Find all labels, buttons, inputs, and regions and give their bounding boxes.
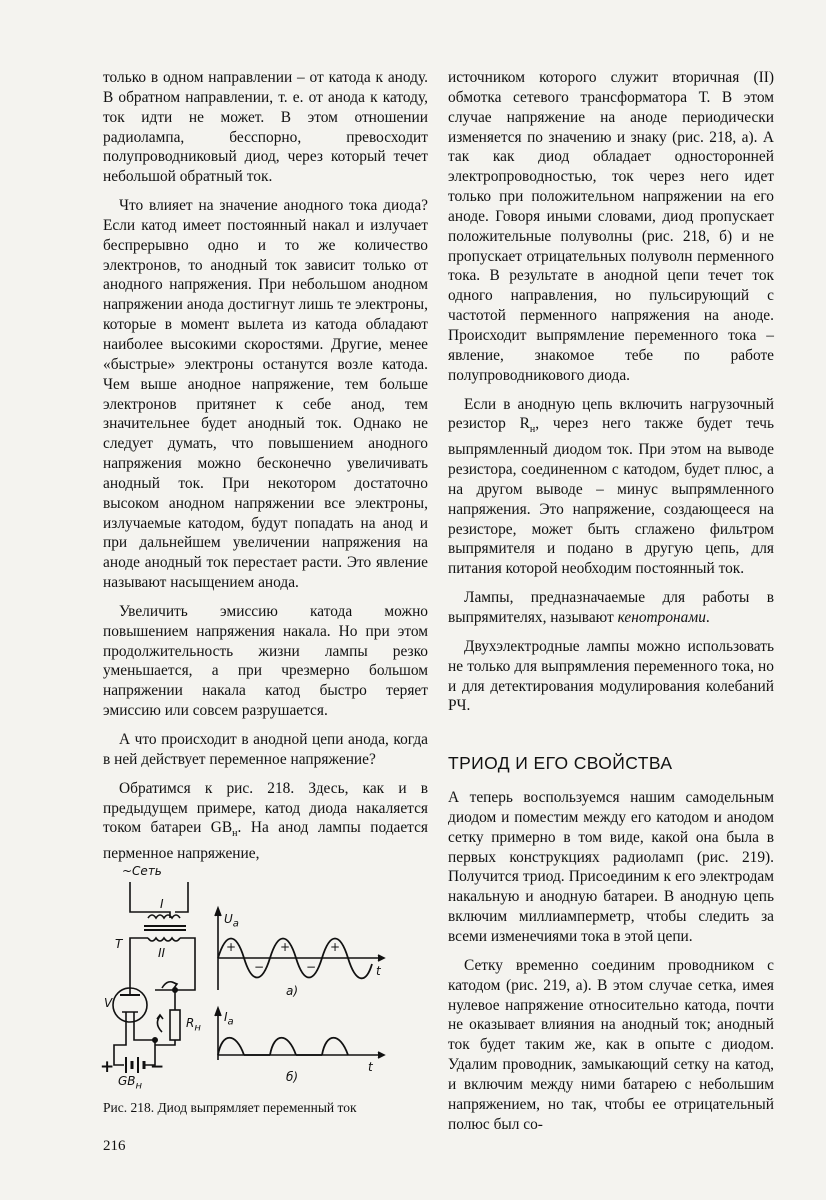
paragraph: Двухэлектродные лампы можно использовать не только для выпрямления переменного тока, но и для детектирования модулирования колебаний РЧ.	[448, 637, 774, 715]
paragraph: А теперь воспользуемся нашим самодельным диодом и поместим между его катодом и анодом сетку примерно в том виде, какой она была в первых конструкциях радиоламп (рис. 219). Получится триод. Присоединим к его электродам накальную и анодную батареи. В анодную цепь включим миллиамперметр, чтобы следить за всеми изменечиями тока в этой цепи.	[448, 789, 774, 945]
subscript: н	[135, 1080, 143, 1092]
secondary-winding	[148, 938, 180, 941]
text: Лампы, предназначаемые для работы в выпрямителях, называют	[448, 589, 774, 627]
anode-current-pulses	[218, 1038, 348, 1055]
paragraph	[448, 395, 774, 580]
subscript: н	[232, 828, 238, 840]
left-column	[103, 68, 428, 873]
axis-arrow	[215, 1008, 221, 1016]
t-label-b: t	[368, 1060, 373, 1074]
figure-caption: Рис. 218. Диод выпрямляет переменный ток	[103, 1100, 357, 1115]
axis-arrow	[378, 955, 384, 961]
load-wire	[155, 990, 175, 1010]
resistor-letter: R	[186, 1016, 195, 1030]
mains-wire-left	[130, 882, 170, 918]
subscript: a	[232, 918, 239, 930]
ua-letter: U	[224, 912, 233, 926]
term-kenotrons: кенотронами	[617, 609, 706, 627]
secondary-wire-right	[175, 938, 195, 990]
current-arrow-head	[172, 982, 177, 988]
junction	[173, 988, 177, 992]
subscript: н	[529, 424, 536, 436]
battery-plus: +	[100, 1057, 115, 1077]
winding-II-label: II	[158, 946, 166, 960]
mains-wire-right	[175, 882, 188, 912]
battery-label	[118, 1074, 142, 1091]
graph-b-label: б)	[286, 1070, 299, 1084]
text: Обратимся к рис. 218. Здесь, как и в предыдущем примере, катод диода накаляется током батареи GB	[103, 779, 428, 837]
resistor-label	[186, 1016, 201, 1033]
t-label-a: t	[376, 964, 381, 978]
paragraph	[103, 779, 428, 864]
page-number: 216	[103, 1138, 126, 1154]
text: Если в анодную цепь включить нагрузочный резистор R	[448, 395, 774, 433]
filament-wire	[114, 1024, 126, 1065]
axis-arrow	[215, 908, 221, 916]
paragraph	[448, 588, 774, 628]
section-heading: ТРИОД И ЕГО СВОЙСТВА	[448, 753, 673, 774]
primary-winding	[148, 915, 180, 918]
battery-letters: GB	[118, 1074, 136, 1088]
plus-sign: +	[226, 940, 237, 954]
subscript: a	[227, 1016, 234, 1028]
ia-letter: I	[224, 1010, 228, 1024]
minus-sign: −	[306, 960, 317, 974]
paragraph: Увеличить эмиссию катода можно повышением напряжения накала. Но при этом продолжительность жизни лампы резко уменьшается, а при чрезмерно большом напряжении накала катод быстро теряет эмиссию или совсем разрушается.	[103, 602, 428, 720]
paragraph: источником которого служит вторичная (II) обмотка сетевого трансформатора Т. В этом случае напряжение на аноде периодически изменяется по значению и знаку (рис. 218, а). А так как диод обладает односторонней электропроводностью, ток через него идет только при положительном напряжении на его аноде. Говоря иными словами, диод пропускает положительные полуволны (рис. 218, б) и не пропускает отрицательных полуволн перменного тока. В результате в анодной цепи течет ток одного направления, но пульсирующий с частотой перменного напряжения на аноде. Происходит выпрямление переменного тока – явление, знакомое тебе по работе полупроводникового диода.	[448, 69, 774, 384]
text: . На анод лампы подается перменное напряжение,	[103, 819, 429, 863]
paragraph: только в одном направлении – от катода к аноду. В обратном направлении, т. е. от анода к катоду, ток идти не может. В этом отношении радиолампа, бесспорно, превосходит полупроводниковый диод, через который течет небольшой обратный ток.	[103, 69, 428, 186]
minus-sign: −	[254, 960, 265, 974]
paragraph: Что влияет на значение анодного тока диода? Если катод имеет постоянный накал и излучает беспрерывно одно и то же количество электронов, то анодный ток зависит только от анодного напряжения. При небольшом анодном напряжении анода достигнут лишь те электроны, которые в момент вылета из катода обладают наиболее высокими скоростями. Другие, менее «быстрые» электроны останутся возле катода. Чем выше анодное напряжение, тем больше электронов притянет к себе анод, тем значительнее будет анодный ток. Однако не следует думать, что повышением анодного напряжения можно бесконечно увеличивать анодный ток. При некотором достаточно высоком анодном напряжении все электроны, излучаемые катодом, будут попадать на анод и при дальнейшем увеличении напряжения на аноде анодный ток перестает расти. Это явление называют насыщением анода.	[103, 197, 428, 592]
mains-label: ~Сеть	[122, 864, 162, 878]
subscript: н	[194, 1022, 201, 1034]
ua-axis-label	[224, 912, 239, 929]
junction	[153, 1038, 157, 1042]
plus-sign: +	[280, 940, 291, 954]
paragraph: А что происходит в анодной цепи анода, когда в ней действует переменное напряжение?	[103, 731, 428, 768]
right-column	[448, 68, 774, 1143]
winding-I-label: I	[160, 897, 164, 911]
plus-sign: +	[330, 940, 341, 954]
transformer-label: T	[115, 937, 123, 951]
battery-minus: −	[150, 1057, 165, 1077]
text: , через него также будет течь выпрямленный диодом ток. При этом на выводе резистора, соединенном с катодом, будет плюс, а на другом выводе – минус выпрямленного напряжения. Это напряжение, создающееся на резисторе, может быть сглажено фильтром выпрямителя и подано в другую цепь, для питания которой необходим постоянный ток.	[448, 415, 775, 578]
text: .	[705, 609, 710, 627]
secondary-wire-left	[130, 938, 148, 978]
ia-axis-label	[224, 1010, 234, 1027]
lamp-label: V	[104, 996, 113, 1010]
figure-218	[100, 860, 430, 1100]
paragraph: Сетку временно соединим проводником с катодом (рис. 219, а). В этом случае сетка, имея нулевое напряжение относительно катода, почти не оказывает влияния на анодный ток; анодный ток будет таким же, как в опыте с диодом. Удалим проводник, замыкающий сетку на катод, и включим между ними батарею с небольшим напряжением, но так, чтобы ее отрицательный полюс был со-	[448, 956, 774, 1133]
load-resistor	[170, 1010, 180, 1040]
axis-arrow	[378, 1052, 384, 1058]
graph-a-label: а)	[286, 984, 299, 998]
